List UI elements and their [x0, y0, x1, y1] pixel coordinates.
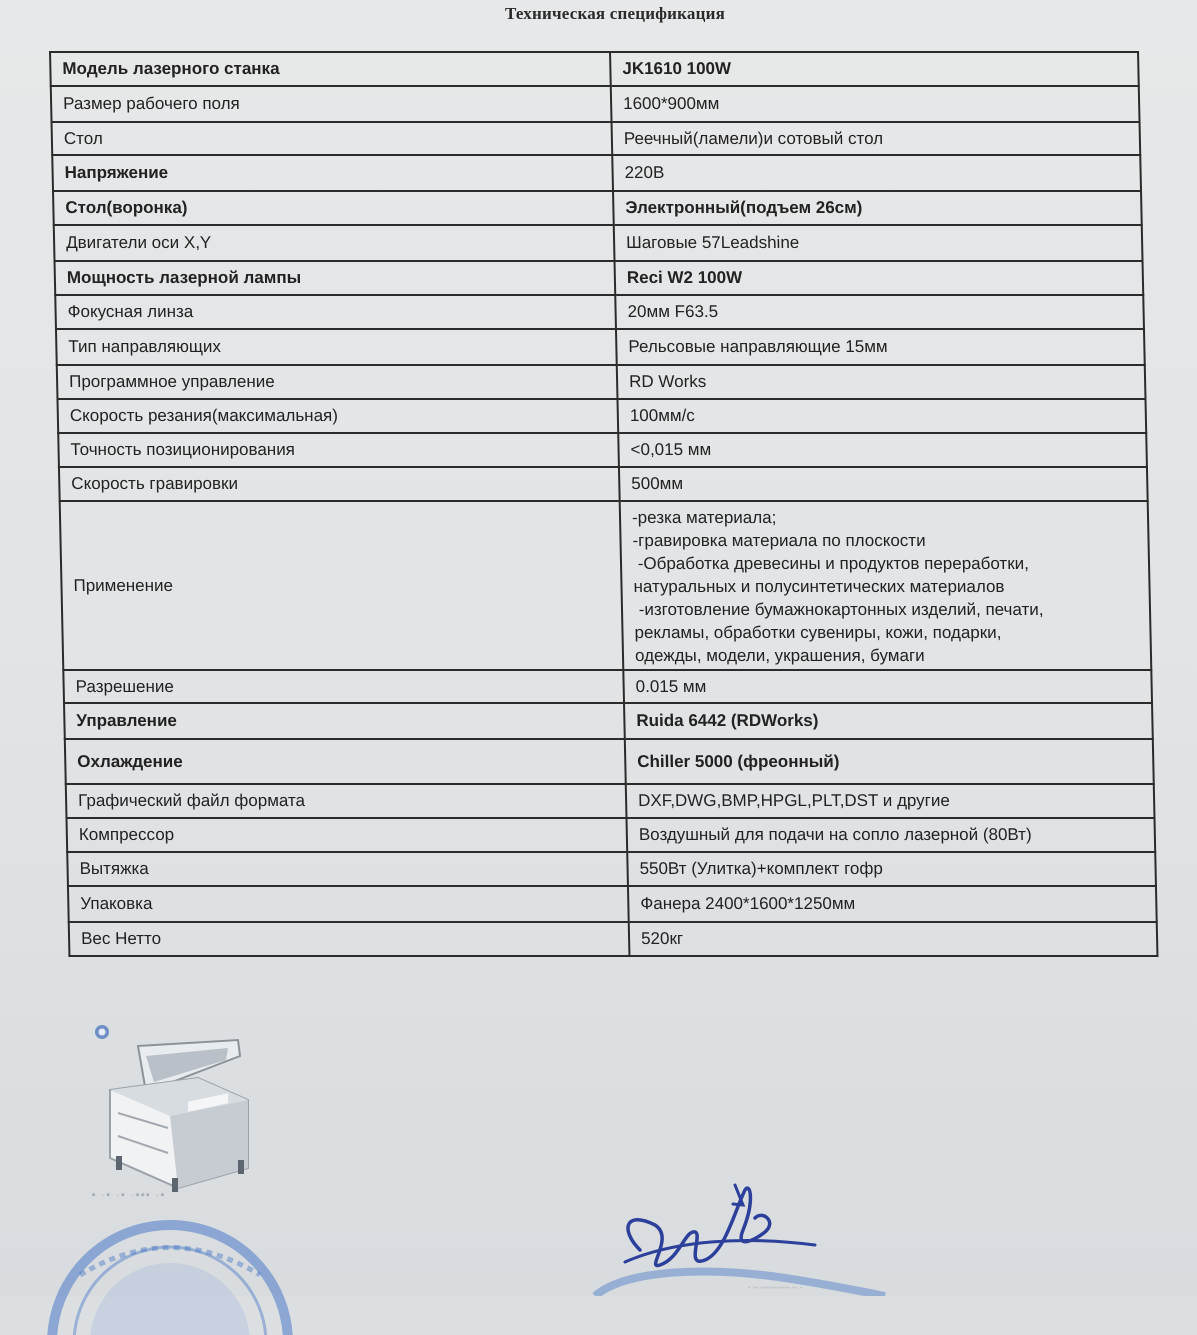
value-cell: 20мм F63.5 [615, 295, 1144, 329]
table-row [50, 52, 1139, 86]
signature-caption: · ·· ··········· ·· · [748, 1283, 803, 1292]
table-row [63, 670, 1152, 703]
param-cell: Стол(воронка) [53, 191, 614, 225]
value-cell: 0.015 мм [623, 670, 1152, 703]
param-cell: Мощность лазерной лампы [55, 261, 616, 295]
table-row [54, 225, 1143, 261]
document-title: Техническая спецификация [504, 4, 725, 23]
param-cell: Напряжение [52, 155, 613, 191]
application-line: -Обработка древесины и продуктов переработки, [632, 554, 1030, 573]
value-cell: 100мм/с [617, 399, 1146, 433]
param-cell: Точность позиционирования [58, 433, 619, 467]
value-cell: Reci W2 100W [615, 261, 1144, 295]
value-cell: Реечный(ламели)и сотовый стол [612, 122, 1141, 155]
table-row [67, 852, 1156, 886]
param-cell: Вес Нетто [69, 922, 630, 956]
param-cell: Модель лазерного станка [50, 52, 611, 86]
value-cell: 500мм [619, 467, 1148, 501]
param-cell: Вытяжка [67, 852, 628, 886]
param-cell: Программное управление [57, 365, 618, 399]
application-line: одежды, модели, украшения, бумаги [634, 646, 925, 665]
value-cell: Chiller 5000 (фреонный) [625, 739, 1154, 784]
param-cell: Графический файл формата [66, 784, 627, 818]
table-row [64, 703, 1153, 739]
table-row [56, 329, 1145, 365]
param-cell: Фокусная линза [55, 295, 616, 329]
application-line: натуральных и полусинтетических материалов [633, 577, 1005, 596]
value-cell: Фанера 2400*1600*1250мм [628, 886, 1157, 922]
value-cell: 550Вт (Улитка)+комплект гофр [627, 852, 1156, 886]
application-line: -изготовление бумажнокартонных изделий, печати, [633, 600, 1044, 619]
table-row [60, 501, 1152, 670]
table-row [57, 365, 1146, 399]
table-row [59, 467, 1148, 501]
company-seal-icon [40, 1215, 300, 1335]
value-cell: RD Works [617, 365, 1146, 399]
machine-caption: • ·• ·• ·••• ·• [92, 1190, 167, 1200]
param-cell: Скорость гравировки [59, 467, 620, 501]
value-cell: Рельсовые направляющие 15мм [616, 329, 1145, 365]
value-cell: DXF,DWG,BMP,HPGL,PLT,DST и другие [626, 784, 1155, 818]
value-cell: Электронный(подъем 26см) [613, 191, 1142, 225]
table-row [55, 295, 1144, 329]
spec-table [49, 51, 1158, 957]
param-cell: Управление [64, 703, 625, 739]
table-row [53, 191, 1142, 225]
value-cell: 220В [612, 155, 1141, 191]
value-cell: JK1610 100W [610, 52, 1139, 86]
table-row [52, 122, 1141, 155]
table-row [51, 86, 1140, 122]
application-line: -гравировка материала по плоскости [632, 531, 926, 550]
value-cell: 520кг [629, 922, 1158, 956]
param-cell: Применение [60, 501, 624, 670]
table-row [68, 886, 1157, 922]
signature-icon [585, 1170, 895, 1296]
param-cell: Тип направляющих [56, 329, 617, 365]
table-row [66, 784, 1155, 818]
param-cell: Упаковка [68, 886, 629, 922]
param-cell: Стол [52, 122, 613, 155]
table-row [57, 399, 1146, 433]
value-cell: Воздушный для подачи на сопло лазерной (80Вт) [626, 818, 1155, 852]
table-row [69, 922, 1158, 956]
value-cell: Ruida 6442 (RDWorks) [624, 703, 1153, 739]
param-cell: Двигатели оси X,Y [54, 225, 615, 261]
value-cell: 1600*900мм [611, 86, 1140, 122]
machine-photo-icon [88, 1018, 278, 1208]
table-row [65, 739, 1154, 784]
param-cell: Компрессор [66, 818, 627, 852]
param-cell: Скорость резания(максимальная) [57, 399, 618, 433]
value-cell [620, 501, 1152, 670]
table-row [52, 155, 1141, 191]
application-line: -резка материала; [631, 508, 777, 527]
table-row [58, 433, 1147, 467]
param-cell: Размер рабочего поля [51, 86, 612, 122]
param-cell: Охлаждение [65, 739, 626, 784]
param-cell: Разрешение [63, 670, 624, 703]
value-cell: Шаговые 57Leadshine [614, 225, 1143, 261]
application-line: рекламы, обработки сувениры, кожи, подарки, [634, 623, 1002, 642]
table-row [55, 261, 1144, 295]
table-row [66, 818, 1155, 852]
value-cell: <0,015 мм [618, 433, 1147, 467]
